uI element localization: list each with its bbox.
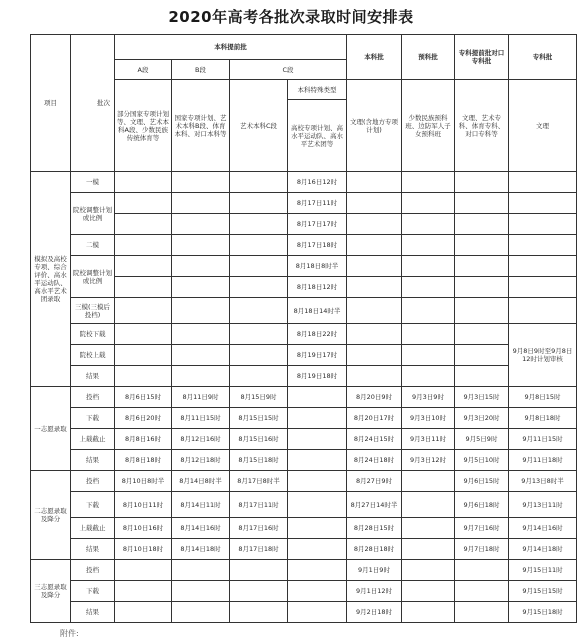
g1-c-time: 8月19日17时 [288,345,347,366]
g1-c-time: 8月18日14时半 [288,298,347,324]
g4-row-label: 下载 [71,581,115,602]
group1-label: 模拟及高校专项、综合评价、高水平运动队、高水平艺术团录取 [31,172,71,387]
g2-junior-advance-time: 9月3日15时 [455,387,509,408]
g1-row-label: 院校调整计划或比例 [71,193,115,235]
g2-prep-time: 9月3日10时 [402,408,455,429]
g1-row-label: 三模(三模后投档) [71,298,115,324]
g4-junior-time: 9月15日18时 [509,602,577,623]
g4-undergrad-time: 9月1日12时 [347,581,402,602]
header-c-special: 高校专项计划、高水平运动队、高水平艺术团等 [288,100,347,172]
g3-row-label: 下载 [71,492,115,518]
header-advance-batch: 本科提前批 [115,35,347,60]
header-batch: 批次 [71,35,115,172]
header-junior: 专科批 [509,35,577,80]
g3-undergrad-time: 8月28日18时 [347,539,402,560]
g3-a-time: 8月10日16时 [115,518,172,539]
g1-c-time: 8月19日18时 [288,366,347,387]
g1-c-time: 8月18日22时 [288,324,347,345]
g1-c-time: 8月16日12时 [288,172,347,193]
g3-b-time: 8月14日11时 [172,492,230,518]
g3-undergrad-time: 8月27日14时半 [347,492,402,518]
g2-prep-time: 9月3日12时 [402,450,455,471]
g2-row-label: 结果 [71,450,115,471]
g2-row-label: 下载 [71,408,115,429]
g3-a-time: 8月10日11时 [115,492,172,518]
g4-junior-time: 9月15日11时 [509,560,577,581]
g4-undergrad-time: 9月2日18时 [347,602,402,623]
g2-junior-time: 9月11日15时 [509,429,577,450]
g3-junior-advance-time: 9月7日18时 [455,539,509,560]
g2-c-time: 8月15日16时 [230,429,288,450]
g3-undergrad-time: 8月27日9时 [347,471,402,492]
g1-row-label: 结果 [71,366,115,387]
group2-label: 一志愿录取 [31,387,71,471]
header-c-seg: C段 [230,60,347,80]
g2-junior-time: 9月8日15时 [509,387,577,408]
g3-c-time: 8月17日18时 [230,539,288,560]
header-prep-desc: 少数民族预科班、边防军人子女预科班 [402,80,455,172]
schedule-table [30,34,577,623]
g3-junior-advance-time: 9月6日18时 [455,492,509,518]
g4-junior-time: 9月15日15时 [509,581,577,602]
g2-undergrad-time: 8月24日15时 [347,429,402,450]
g2-prep-time: 9月3日11时 [402,429,455,450]
header-a-desc: 部分国家专项计划等、文理、艺术本科A段、少数民族传统体育等 [115,80,172,172]
g1-c-time: 8月17日17时 [288,214,347,235]
g3-junior-time: 9月13日8时半 [509,471,577,492]
g2-row-label: 上载截止 [71,429,115,450]
g3-prep-time [402,471,455,492]
g2-junior-advance-time: 9月5日9时 [455,429,509,450]
g2-undergrad-time: 8月24日18时 [347,450,402,471]
header-b-seg: B段 [172,60,230,80]
header-junior-advance-desc: 文理、艺术专科、体育专科、对口专科等 [455,80,509,172]
group3-label: 二志愿录取及降分 [31,471,71,560]
g3-a-time: 8月10日8时半 [115,471,172,492]
g2-junior-time: 9月11日18时 [509,450,577,471]
g3-prep-time [402,492,455,518]
g2-b-time: 8月12日16时 [172,429,230,450]
g2-junior-time: 9月8日18时 [509,408,577,429]
g3-junior-time: 9月13日11时 [509,492,577,518]
g3-a-time: 8月10日18时 [115,539,172,560]
g2-a-time: 8月6日20时 [115,408,172,429]
g2-c-time: 8月15日9时 [230,387,288,408]
g1-c-time: 8月17日11时 [288,193,347,214]
g3-c-time: 8月17日16时 [230,518,288,539]
g3-junior-time: 9月14日16时 [509,518,577,539]
header-junior-advance: 专科提前批对口专科批 [455,35,509,80]
g3-b-time: 8月14日18时 [172,539,230,560]
g4-row-label: 结果 [71,602,115,623]
g2-undergrad-time: 8月20日9时 [347,387,402,408]
header-b-desc: 国家专项计划、艺术本科B段、体育本科、对口本科等 [172,80,230,172]
header-prep: 预科批 [402,35,455,80]
header-undergrad-desc: 文理(含地方专项计划) [347,80,402,172]
page-title: 2020年高考各批次录取时间安排表 [168,8,414,26]
g3-row-label: 投档 [71,471,115,492]
header-junior-desc: 文理 [509,80,577,172]
g1-row-label: 院校调整计划或比例 [71,256,115,298]
header-undergrad: 本科批 [347,35,402,80]
g2-b-time: 8月11日9时 [172,387,230,408]
g3-prep-time [402,518,455,539]
g2-undergrad-time: 8月20日17时 [347,408,402,429]
g1-row-label: 院校下载 [71,324,115,345]
header-item: 项目 [31,35,71,172]
g2-b-time: 8月11日15时 [172,408,230,429]
g3-junior-advance-time: 9月7日16时 [455,518,509,539]
g2-a-time: 8月6日15时 [115,387,172,408]
g2-junior-advance-time: 9月3日20时 [455,408,509,429]
g3-b-time: 8月14日16时 [172,518,230,539]
g1-c-time: 8月18日8时半 [288,256,347,277]
g3-c-time: 8月17日11时 [230,492,288,518]
g3-c-time: 8月17日8时半 [230,471,288,492]
header-a-seg: A段 [115,60,172,80]
g2-row-label: 投档 [71,387,115,408]
footer-note: 附件: [60,629,79,638]
g3-junior-advance-time: 9月6日15时 [455,471,509,492]
header-c-art: 艺术本科C段 [230,80,288,172]
g3-prep-time [402,539,455,560]
header-undergrad-special: 本科特殊类型 [288,80,347,100]
g3-row-label: 结果 [71,539,115,560]
g1-row-label: 二模 [71,235,115,256]
g2-c-time: 8月15日18时 [230,450,288,471]
g3-junior-time: 9月14日18时 [509,539,577,560]
g2-a-time: 8月8日16时 [115,429,172,450]
g3-row-label: 上载截止 [71,518,115,539]
g4-row-label: 投档 [71,560,115,581]
g2-b-time: 8月12日18时 [172,450,230,471]
g1-c-time: 8月18日12时 [288,277,347,298]
g2-c-time: 8月15日15时 [230,408,288,429]
g4-undergrad-time: 9月1日9时 [347,560,402,581]
g1-row-label: 一模 [71,172,115,193]
group4-label: 三志愿录取及降分 [31,560,71,623]
g1-c-time: 8月17日18时 [288,235,347,256]
g2-prep-time: 9月3日9时 [402,387,455,408]
g2-a-time: 8月8日18时 [115,450,172,471]
g3-b-time: 8月14日8时半 [172,471,230,492]
g1-row-label: 院校上载 [71,345,115,366]
g3-undergrad-time: 8月28日15时 [347,518,402,539]
g1-junior-note: 9月8日9时至9月8日12时计划审核 [509,324,577,387]
g2-junior-advance-time: 9月5日10时 [455,450,509,471]
